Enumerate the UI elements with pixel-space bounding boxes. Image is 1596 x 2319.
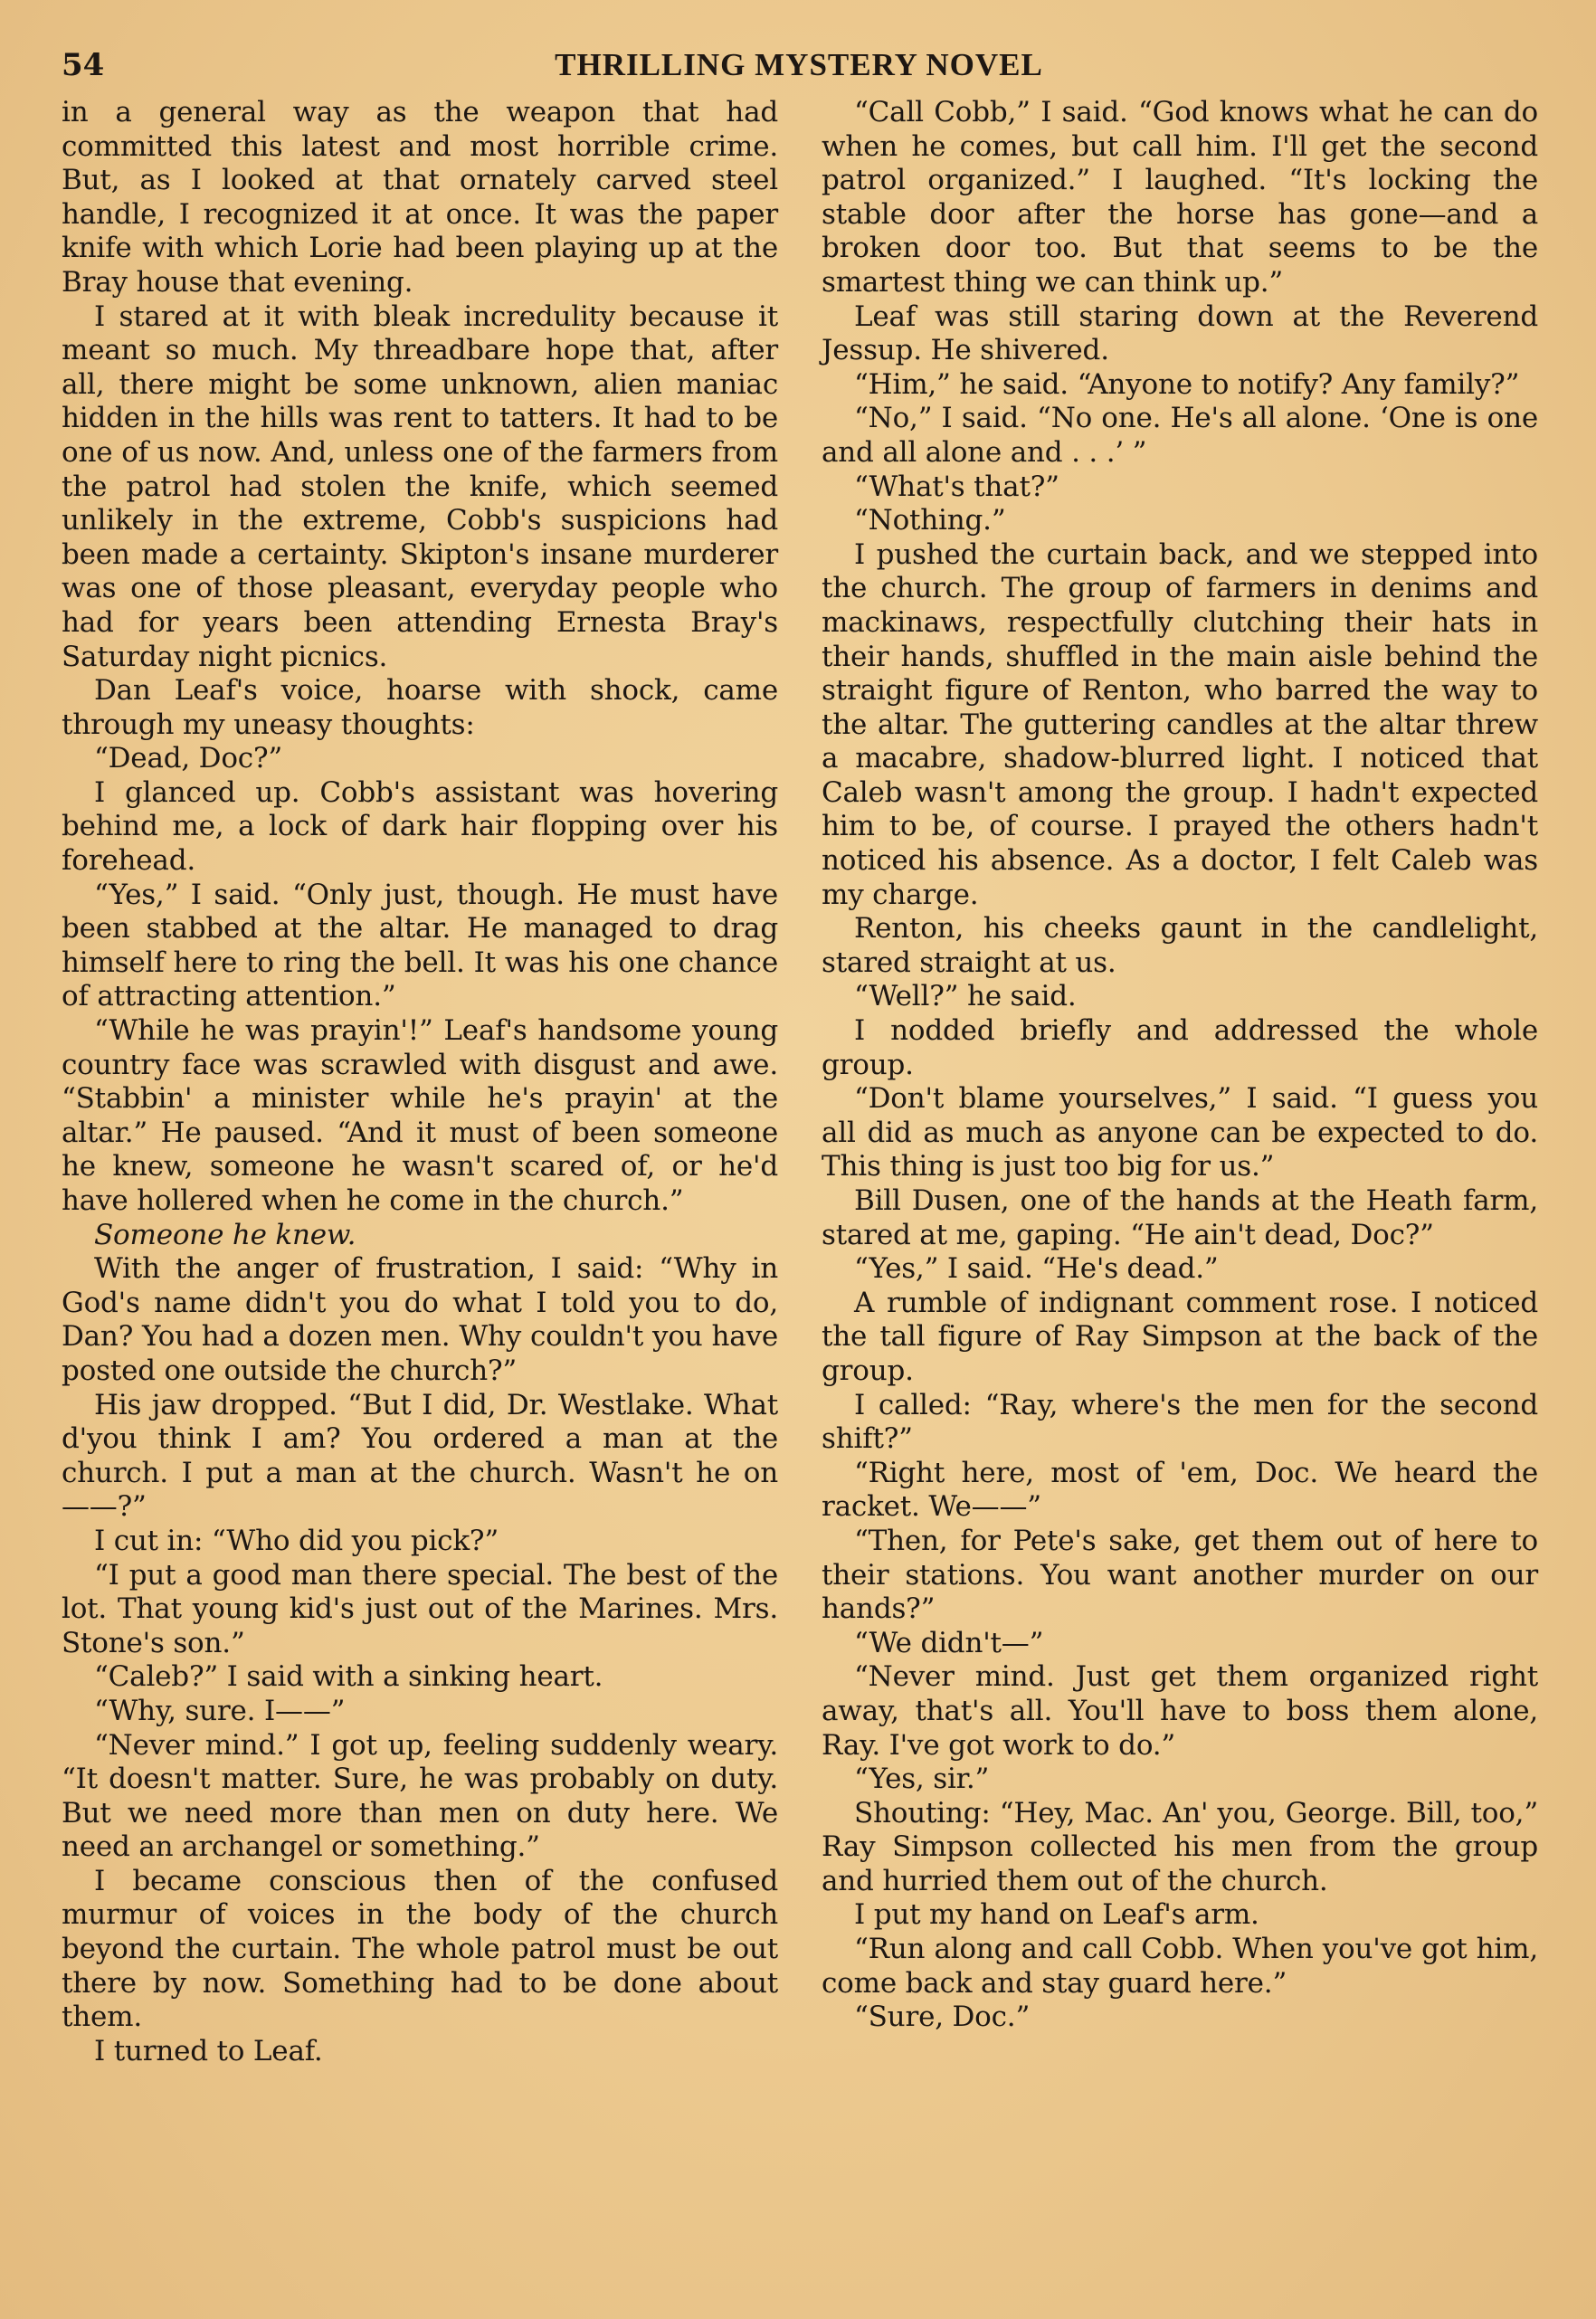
paragraph: “Well?” he said. [854, 980, 1077, 1013]
paragraph: “Don't blame yourselves,” I said. “I guess you all did as much as anyone can be expected to do. This thing is just too big for us.” [822, 1082, 1538, 1183]
paragraph: “While he was prayin'!” Leaf's handsome young country face was scrawled with disgust and awe. “Stabbin' a minister while he's prayin' at the altar.” He paused. “And it must of been someone he knew, someone he wasn't scared of, or he'd have hollered when he come in the church.” [62, 1014, 778, 1217]
paragraph: Leaf was still staring down at the Reverend Jessup. He shivered. [822, 299, 1538, 367]
paragraph: “Right here, most of 'em, Doc. We heard the racket. We——” [822, 1456, 1538, 1524]
paragraph: “Him,” he said. “Anyone to notify? Any family?” [854, 367, 1520, 401]
paragraph: “Run along and call Cobb. When you've got him, come back and stay guard here.” [822, 1933, 1538, 2000]
paragraph: “No,” I said. “No one. He's all alone. ‘One is one and all alone and . . .’ ” [822, 402, 1538, 469]
paragraph: “Then, for Pete's sake, get them out of here to their stations. You want another murder on our hands?” [822, 1524, 1538, 1626]
paragraph: I glanced up. Cobb's assistant was hovering behind me, a lock of dark hair flopping over his forehead. [62, 775, 778, 878]
paragraph: Shouting: “Hey, Mac. An' you, George. Bill, too,” Ray Simpson collected his men from the group and hurried them out of the church. [822, 1796, 1538, 1897]
paragraph: “Yes,” I said. “He's dead.” [854, 1252, 1219, 1286]
page-header [62, 47, 1536, 94]
paragraph: I stared at it with bleak incredulity because it meant so much. My threadbare hope that, after all, there might be some unknown, alien maniac hidden in the hills was rent to tatters. It had to be one of us now. And, unless one of the farmers from the patrol had stolen the knife, which seemed unlikely in the extreme, Cobb's suspicions had been made a certainty. Skipton's insane murderer was one of those pleasant, everyday people who had for years been attending Ernesta Bray's Saturday night picnics. [62, 299, 778, 673]
paragraph: I called: “Ray, where's the men for the second shift?” [822, 1388, 1538, 1456]
page-number: 54 [62, 47, 105, 83]
paragraph: Renton, his cheeks gaunt in the candlelight, stared straight at us. [822, 912, 1538, 979]
paragraph: I nodded briefly and addressed the whole group. [822, 1014, 1538, 1081]
paragraph: “I put a good man there special. The best of the lot. That young kid's just out of the Marines. Mrs. Stone's son.” [62, 1558, 778, 1659]
paragraph: “We didn't—” [854, 1626, 1044, 1659]
paragraph: “Yes, sir.” [854, 1763, 990, 1796]
paragraph: I turned to Leaf. [94, 2034, 323, 2067]
running-title: THRILLING MYSTERY NOVEL [555, 47, 1043, 82]
paragraph: “Dead, Doc?” [94, 742, 283, 775]
paragraph: “Never mind.” I got up, feeling suddenly weary. “It doesn't matter. Sure, he was probably on duty. But we need more than men on duty here. We need an archangel or something.” [62, 1728, 778, 1864]
paragraph: “Nothing.” [854, 504, 1006, 537]
paragraph: I pushed the curtain back, and we stepped into the church. The group of farmers in denims and mackinaws, respectfully clutching their hats in their hands, shuffled in the main aisle behind the straight figure of Renton, who barred the way to the altar. The guttering candles at the altar threw a macabre, shadow-blurred light. I noticed that Caleb wasn't among the group. I hadn't expected him to be, of course. I prayed the others hadn't noticed his absence. As a doctor, I felt Caleb was my charge. [822, 537, 1538, 911]
paragraph: I cut in: “Who did you pick?” [94, 1524, 499, 1557]
paragraph: I became conscious then of the confused murmur of voices in the body of the church beyond the curtain. The whole patrol must be out there by now. Something had to be done about them. [62, 1864, 778, 2034]
right-column [822, 96, 1538, 2035]
paragraph: A rumble of indignant comment rose. I noticed the tall figure of Ray Simpson at the back of the group. [822, 1286, 1538, 1387]
paragraph: His jaw dropped. “But I did, Dr. Westlake. What d'you think I am? You ordered a man at the church. I put a man at the church. Wasn't he on——?” [62, 1388, 778, 1524]
italic-paragraph: Someone he knew. [94, 1218, 356, 1251]
paragraph: “Sure, Doc.” [854, 2001, 1031, 2034]
paragraph: “Why, sure. I——” [94, 1694, 346, 1727]
paragraph: Dan Leaf's voice, hoarse with shock, came through my uneasy thoughts: [62, 674, 778, 741]
paragraph: “Yes,” I said. “Only just, though. He must have been stabbed at the altar. He managed to drag himself here to ring the bell. It was his one chance of attracting attention.” [62, 878, 778, 1013]
paragraph: With the anger of frustration, I said: “Why in God's name didn't you do what I told you to do, Dan? You had a dozen men. Why couldn't you have posted one outside the church?” [62, 1252, 778, 1387]
paragraph: “Call Cobb,” I said. “God knows what he can do when he comes, but call him. I'll get the second patrol organized.” I laughed. “It's locking the stable door after the horse has gone—and a broken door too. But that seems to be the smartest thing we can think up.” [822, 96, 1538, 299]
paragraph: “Never mind. Just get them organized right away, that's all. You'll have to boss them alone, Ray. I've got work to do.” [822, 1660, 1538, 1762]
paragraph: “Caleb?” I said with a sinking heart. [94, 1660, 603, 1694]
paragraph: “What's that?” [854, 470, 1059, 503]
paragraph: in a general way as the weapon that had committed this latest and most horrible crime. But, as I looked at that ornately carved steel handle, I recognized it at once. It was the paper knife with which Lorie had been playing up at the Bray house that evening. [62, 96, 778, 299]
left-column [62, 96, 778, 2068]
paragraph: I put my hand on Leaf's arm. [854, 1898, 1259, 1932]
paragraph: Bill Dusen, one of the hands at the Heath farm, stared at me, gaping. “He ain't dead, Doc?” [822, 1184, 1538, 1251]
